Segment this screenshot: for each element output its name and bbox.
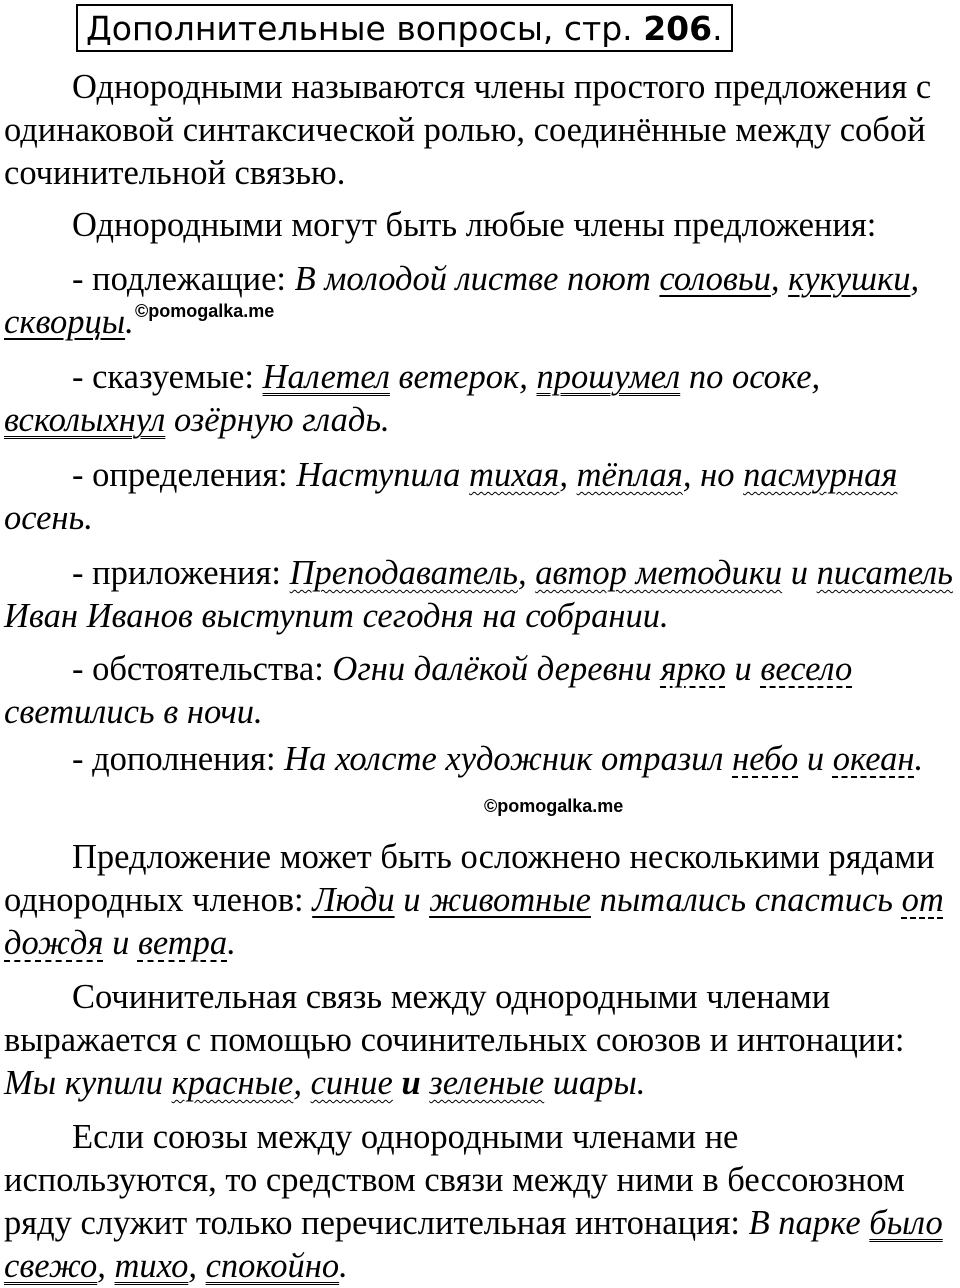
multiple-rows-paragraph	[4, 836, 958, 965]
text-fragment: светились в ночи.	[4, 693, 263, 731]
text-fragment: Наступила	[296, 456, 470, 494]
subject-word: Люди	[312, 881, 395, 919]
text-fragment: ,	[910, 260, 920, 298]
text-fragment: шары.	[544, 1064, 646, 1102]
objects-label: - дополнения:	[72, 740, 285, 778]
text-fragment: , но	[682, 456, 744, 494]
page-number: 206	[643, 9, 713, 48]
text-fragment: Если союзы между однородными членами не используются, то средством связи между ними в бессоюзном ряду служит только перечислительная интонация:	[4, 1118, 905, 1242]
attribute-word: тихая	[469, 456, 560, 494]
text-fragment: Сочинительная связь между однородными членами выражается с помощью сочинительных союзов и интонации:	[4, 978, 905, 1059]
subject-word: животные	[429, 881, 591, 919]
attribute-word: тёплая	[576, 456, 683, 494]
definition-paragraph: Однородными называются члены простого предложения с одинаковой синтаксической ролью, соединённые между собой сочинительной связью.	[4, 68, 932, 192]
intro-paragraph: Однородными могут быть любые члены предложения:	[72, 206, 877, 244]
adverbials-example	[4, 648, 958, 734]
text-fragment: ,	[188, 1247, 206, 1285]
text-fragment: ,	[293, 1064, 311, 1102]
predicate-word: прошумел	[536, 358, 681, 396]
text-fragment: В молодой листве поют	[294, 260, 660, 298]
text-fragment: по осоке,	[680, 358, 821, 396]
object-word: небо	[732, 740, 799, 778]
text-fragment: пытались спастись	[590, 881, 902, 919]
attribute-word: синие	[310, 1064, 393, 1102]
predicate-word: спокойно	[205, 1247, 340, 1285]
subject-word: скворцы	[4, 303, 126, 341]
apposition-word: автор методики	[535, 554, 783, 592]
predicate-word: Налетел	[262, 358, 390, 396]
attribute-word: красные	[171, 1064, 294, 1102]
text-fragment: .	[914, 740, 924, 778]
text-fragment: Огни далёкой деревни	[332, 650, 661, 688]
text-fragment: Иван Иванов выступит сегодня на собрании.	[4, 597, 669, 635]
predicate-word: всколыхнул	[4, 401, 166, 439]
text-fragment: и	[798, 740, 833, 778]
text-fragment: В парке	[748, 1204, 870, 1242]
text-fragment: ,	[517, 554, 536, 592]
text-fragment	[421, 1064, 430, 1102]
text-fragment: ветерок,	[389, 358, 537, 396]
watermark: ©pomogalka.me	[135, 301, 275, 321]
text-fragment: Предложение может быть осложнено несколькими рядами однородных членов:	[4, 838, 935, 919]
object-word: от дождя	[4, 881, 944, 962]
text-fragment: ,	[559, 456, 577, 494]
object-word: ветра	[137, 924, 228, 962]
text-fragment: Мы купили	[4, 1064, 172, 1102]
predicates-example	[4, 356, 958, 442]
apposition-word: писатель	[816, 554, 953, 592]
adverbial-word: весело	[760, 650, 853, 688]
title-dot: .	[712, 9, 723, 48]
watermark: ©pomogalka.me	[484, 796, 624, 816]
object-word: океан	[832, 740, 915, 778]
predicate-word: было свежо	[4, 1204, 943, 1285]
text-fragment	[4, 1064, 645, 1102]
section-title-box	[76, 4, 733, 52]
text-fragment: .	[125, 303, 134, 341]
text-fragment: и	[782, 554, 817, 592]
subject-word: соловьи	[659, 260, 771, 298]
appositions-label: - приложения:	[72, 554, 290, 592]
adverbials-label: - обстоятельства:	[72, 650, 333, 688]
text-fragment: и	[103, 924, 138, 962]
section-title: Дополнительные вопросы, стр.	[86, 9, 633, 48]
objects-example	[4, 738, 958, 781]
conjunction: и	[401, 1064, 421, 1102]
attribute-word: зеленые	[429, 1064, 545, 1102]
text-fragment: ,	[97, 1247, 115, 1285]
adverbial-word: ярко	[660, 650, 726, 688]
subjects-label: - подлежащие:	[72, 260, 295, 298]
predicates-label: - сказуемые:	[72, 358, 263, 396]
text-fragment: и	[725, 650, 761, 688]
text-fragment: На холсте художник отразил	[284, 740, 733, 778]
objects-sentence	[284, 740, 923, 778]
predicate-word: тихо	[114, 1247, 189, 1285]
text-fragment: .	[339, 1247, 348, 1285]
text-fragment: .	[227, 924, 236, 962]
conjunction-paragraph	[4, 976, 958, 1105]
apposition-word: Преподаватель	[289, 554, 518, 592]
text-fragment: ,	[770, 260, 789, 298]
text-fragment: и	[394, 881, 430, 919]
subject-word: кукушки	[788, 260, 911, 298]
asyndetic-paragraph	[4, 1116, 958, 1288]
appositions-example	[4, 552, 958, 638]
text-fragment: озёрную гладь.	[165, 401, 390, 439]
attributes-example	[4, 454, 958, 540]
attribute-word: пасмурная	[743, 456, 898, 494]
text-fragment: осень.	[4, 499, 93, 537]
attributes-label: - определения:	[72, 456, 297, 494]
